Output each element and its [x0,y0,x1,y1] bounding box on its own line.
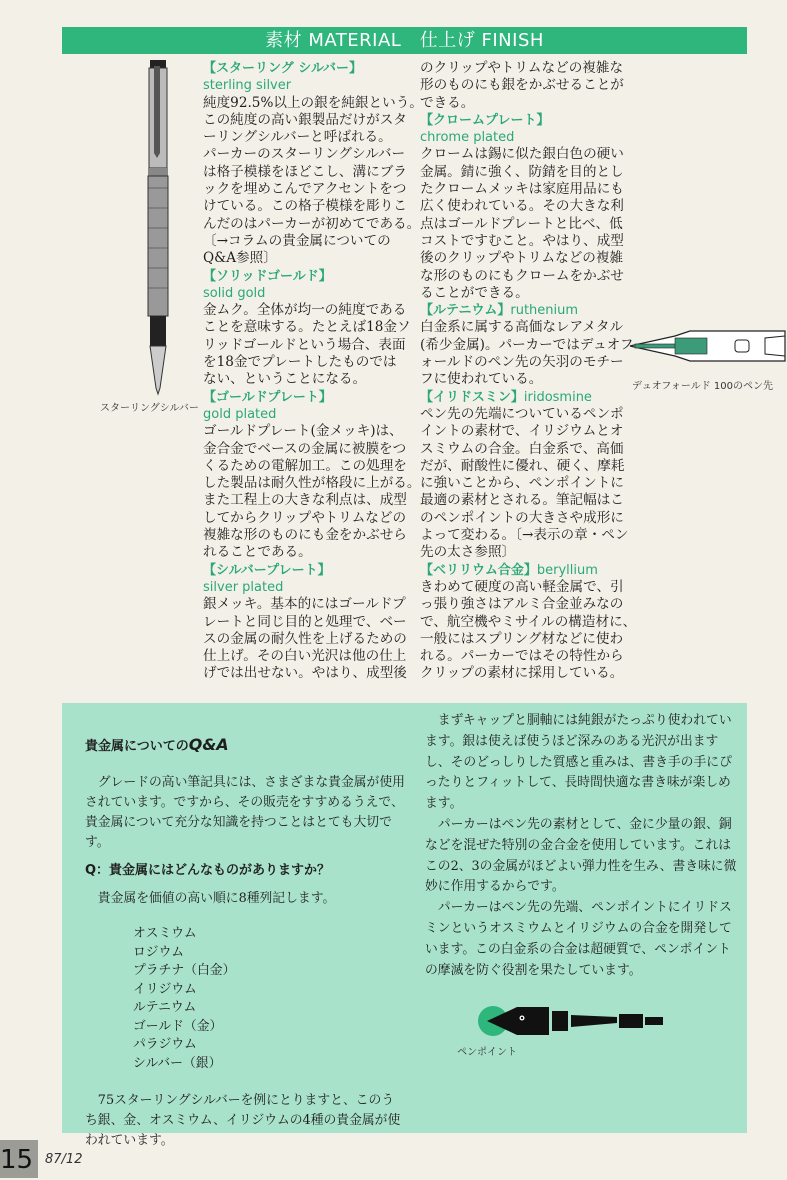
text-line: フに使われている。 [420,371,543,388]
metal-item: プラチナ（白金） [133,963,236,978]
text-line: また工程上の大きな利点は、成型 [203,492,407,509]
metal-item: パラジウム [133,1037,197,1052]
text-line: げでは出せない。やはり、成型後 [203,665,407,682]
text-line: 一般にはスプリング材などに使わ [420,630,624,647]
text-line: この純度の高い銀製品だけがスタ [203,111,407,128]
text-line: 最適の素材とされる。筆記幅はこ [420,492,624,509]
term-ja: 【シルバープレート】 [203,562,331,578]
text-line: ーリングシルバーと呼ばれる。 [203,129,392,146]
text-line: は格子模様をほどこし、溝にブラ [203,163,407,180]
text-line: ない、ということになる。 [203,371,367,388]
text-line: 白金系に属する高価なレアメタル [420,319,624,336]
metal-list [133,925,405,1073]
text-line: な形のものにもクロームをかぶせ [420,267,624,284]
text-line: れる。パーカーではその特性から [420,648,624,665]
text-line: してからクリップやトリムなどの [203,509,407,526]
text-line: たクロームメッキは家庭用品にも [420,181,624,198]
fountain-pen-illustration [130,58,190,398]
text-line: スの金属の耐久性を上げるための [203,630,407,647]
text-line: のペンポイントの大きさや成形に [420,509,624,526]
text-line: レートと同じ目的と処理で、ベー [203,613,407,630]
text-line: れることである。 [203,544,312,561]
text-line: 点はゴールドプレートと比べ、低 [420,215,623,232]
qa-question: Q：貴金属にはどんなものがありますか？ [85,863,331,878]
text-line: ゴールドプレート(金メッキ)は、 [203,423,403,440]
text-line: 仕上げ。その白い光沢は他の仕上 [203,648,407,665]
column-1 [203,60,423,683]
term-en: chrome plated [420,130,515,146]
term-ja: 【イリドスミン】 [420,389,524,405]
text-line: 形のものにも銀をかぶせることが [420,77,624,94]
text-line: 金合金でベースの金属に被膜をつ [203,440,407,457]
text-line: 銀メッキ。基本的にはゴールドプ [203,596,406,613]
text-line: くるための電解加工。この処理を [203,457,407,474]
term-ja: 【クロームプレート】 [420,112,550,128]
term-en: iridosmine [523,389,592,405]
term-ja: 【ルテニウム】 [420,303,511,319]
text-line: に強いことから、ペンポイントに [420,475,624,492]
qa-right-paragraph: まずキャップと胴軸には純銀がたっぷり使われています。銀は使えば使うほど深みのある光沢が出ますし、そのどっしりした質感と重みは、書き手の手にぴったりとフィットして、長時間快適な書き味が楽しめます。 [425,713,732,812]
text-line: 金属。錆に強く、防錆を目的とし [420,163,624,180]
text-line: 複雑な形のものにも金をかぶせら [203,527,407,544]
term-en: ruthenium [510,303,579,319]
text-line: ことを意味する。たとえば18金ソ [203,319,411,336]
text-line: した製品は耐久性が格段に上がる。 [203,475,421,492]
text-line: イントの素材で、イリジウムとオ [420,423,624,440]
text-line: 広く使われている。その大きな利 [420,198,624,215]
term-ja: 【ゴールドプレート】 [203,389,332,405]
metal-item: ルテニウム [133,1000,197,1015]
metal-item: ゴールド（金） [133,1018,223,1034]
column-2 [420,60,636,683]
text-line: 先の太さ参照〕 [420,544,516,561]
metal-item: ロジウム [133,944,185,960]
text-line: けている。この格子模様を彫りこ [203,198,407,215]
text-line: クロームは錫に似た銀白色の硬い [420,146,624,163]
text-line: 後のクリップやトリムなどの複雑 [420,250,624,267]
text-line: っ張り強さはアルミ合金並みなの [420,596,624,613]
text-line: スミウムの合金。白金系で、高価 [420,440,624,457]
qa-title: 貴金属についてのQ&A [85,735,229,754]
penpoint-illustration [467,1001,667,1041]
penpoint-caption: ペンポイント [457,1047,517,1058]
term-ja: 【スターリング シルバー】 [203,61,363,76]
term-en: gold plated [203,406,277,422]
qa-right-paragraph: パーカーはペン先の先端、ペンポイントにイリドスミンというオスミウムとイリジウムの合金を開発しています。この白金系の合金は超硬質で、ペンポイントの摩滅を防ぐ役割を果たしています。 [425,900,732,978]
text-line: 〔→コラムの貴金属についての [203,232,391,249]
text-line: コストですむこと。やはり、成型 [420,232,624,249]
text-line: のクリップやトリムなどの複雑な [420,60,624,76]
text-line: ックを埋めこんでアクセントをつ [203,181,407,198]
metal-item: シルバー（銀） [133,1055,222,1071]
qa-panel [62,703,747,1148]
text-line: リッドゴールドという場合、表面 [203,336,406,353]
text-line: 純度92.5%以上の銀を純銀という。 [203,94,423,111]
term-en: sterling silver [203,78,292,94]
term-heading [420,389,636,406]
text-line: できる。 [420,94,475,111]
text-line: を18金でプレートしたものでは [203,354,397,371]
text-line: よって変わる。〔→表示の章・ペン [420,527,629,544]
text-line: ォールドのペン先の矢羽のモチー [420,354,624,371]
metal-item: イリジウム [133,981,197,997]
nib-caption: デュオフォールド 100のペン先 [632,381,773,392]
page-number: 15 [0,1140,38,1178]
text-line: 金ムク。全体が均一の純度である [203,302,407,319]
text-line: ペン先の先端についているペンポ [420,405,624,422]
text-line: で、航空機やミサイルの構造材に、 [420,613,637,630]
term-ja: 【ソリッドゴールド】 [203,268,332,284]
term-heading [420,302,636,319]
pen-caption: スターリングシルバー [100,403,199,414]
qa-right-paragraph: パーカーはペン先の素材として、金に少量の銀、銅などを混ぜた特別の金合金を使用しています。これはこの2、3の金属がほどよい弾力性を生み、書き味に微妙に作用するからです。 [425,816,737,895]
metal-item: オスミウム [133,926,197,941]
text-line: パーカーのスターリングシルバー [203,146,406,163]
text-line: ることができる。 [420,284,529,301]
text-line: だが、耐酸性に優れ、硬く、摩耗 [420,457,625,474]
term-en: solid gold [203,285,266,301]
term-en: silver plated [203,579,284,595]
text-line: クリップの素材に採用している。 [420,665,624,682]
issue-date: 87/12 [45,1152,83,1167]
qa-answer-intro: 貴金属を価値の高い順に8種列記します。 [97,891,336,906]
text-line: Q&A参照〕 [203,250,277,267]
qa-intro: グレードの高い筆記具には、さまざまな貴金属が使用されています。ですから、その販売をすすめるうえで、貴金属について充分な知識を持つことはとても大切です。 [85,775,405,850]
nib-illustration [625,326,787,366]
term-heading [420,562,636,579]
qa-example: 75スターリングシルバーを例にとりますと、このうち銀、金、オスミウム、イリジウムの4種の貴金属が使われています。 [85,1093,401,1148]
section-header: 素材 MATERIAL 仕上げ FINISH [62,27,747,54]
text-line: (希少金属)。パーカーではデュオフ [420,336,634,353]
text-line: んだのはパーカーが初めてである。 [203,215,421,232]
term-ja: 【ベリリウム合金】 [420,562,537,578]
text-line: きわめて硬度の高い軽金属で、引 [420,578,624,595]
term-en: beryllium [536,562,598,578]
